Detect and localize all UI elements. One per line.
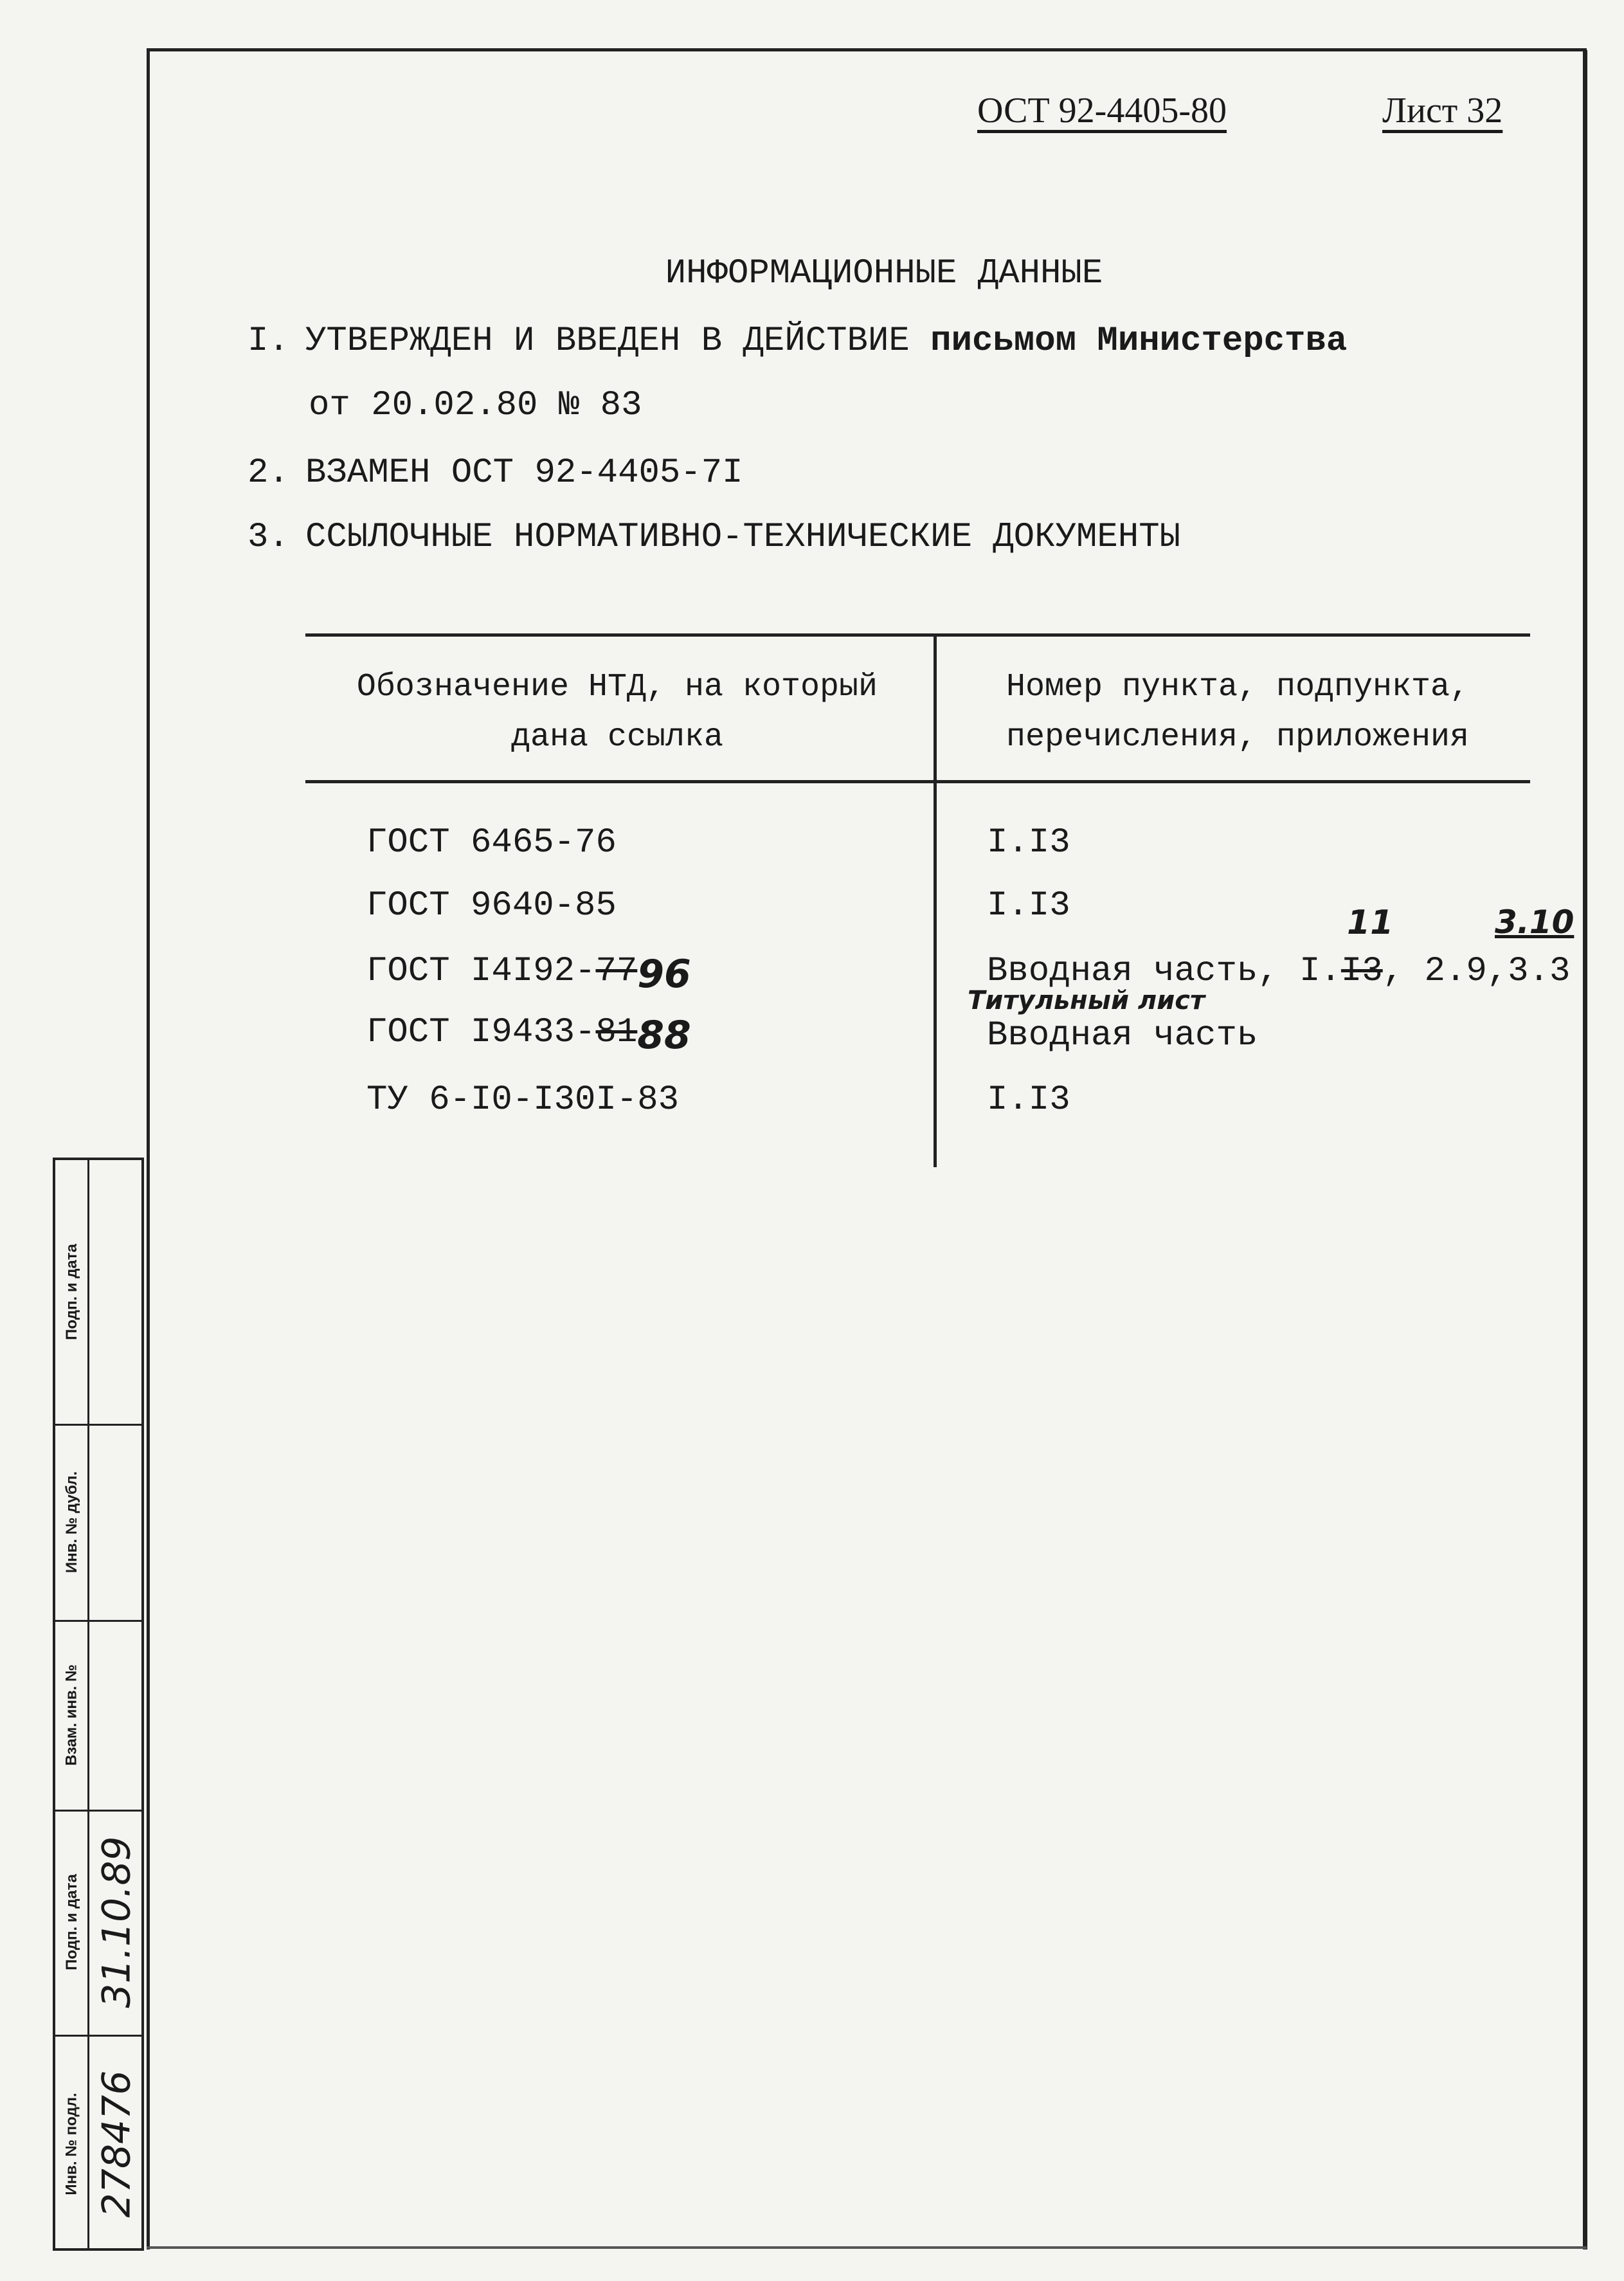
- row-3-ref-base: Вводная часть, I.: [987, 952, 1341, 991]
- frame-left-border: [147, 50, 150, 2249]
- row-4-ntd-base: ГОСТ I9433-: [366, 1013, 596, 1052]
- item-3-text: ССЫЛОЧНЫЕ НОРМАТИВНО-ТЕХНИЧЕСКИЕ ДОКУМЕНТЫ: [305, 518, 1181, 557]
- table-row-5-ref: I.I3: [987, 1080, 1070, 1120]
- table-row-2-ref: I.I3: [987, 886, 1070, 925]
- margin-stamp: [53, 1158, 144, 2251]
- table-header-rule: [305, 780, 1530, 783]
- table-row-5-ntd: ТУ 6-I0-I30I-83: [366, 1080, 680, 1120]
- item-1-line2: от 20.02.80 № 83: [309, 386, 642, 425]
- item-2-text: ВЗАМЕН ОСТ 92-4405-7I: [305, 453, 743, 493]
- row-3-ref-tail: , 2.9,3.3: [1382, 952, 1571, 991]
- item-1-number: I.: [248, 322, 289, 361]
- table-row-3-ntd: [366, 952, 691, 997]
- item-1-caps: УТВЕРЖДЕН И ВВЕДЕН В ДЕЙСТВИЕ: [305, 322, 910, 361]
- item-2: [248, 453, 743, 493]
- table-row-2-ntd: ГОСТ 9640-85: [366, 886, 617, 925]
- row-3-ref-struck: I3: [1340, 952, 1383, 991]
- table-column-divider: [934, 633, 937, 1167]
- stamp-label-sign-date: Подп. и дата: [63, 1244, 81, 1340]
- stamp-label-repl-inv: Взам. инв. №: [63, 1664, 81, 1766]
- row-4-ntd-handwritten: 88: [637, 1013, 691, 1058]
- frame-bottom-border: [147, 2246, 1587, 2249]
- table-row-4-ref: Вводная часть: [987, 1016, 1258, 1055]
- frame-top-border: [147, 48, 1587, 51]
- stamp-label-dup-inv: Инв. № дубл.: [63, 1471, 80, 1573]
- table-row-3-ref: [987, 952, 1570, 991]
- item-3: [248, 518, 1180, 557]
- table-header-ref: Номер пункта, подпункта, перечисления, приложения: [1006, 669, 1470, 756]
- item-1: [248, 322, 1347, 361]
- row-3-ntd-base: ГОСТ I4I92-: [366, 952, 596, 991]
- table-row-4-ntd: [366, 1013, 691, 1058]
- document-code: ОСТ 92-4405-80: [977, 91, 1227, 131]
- item-3-number: 3.: [248, 518, 289, 557]
- stamp-value-orig-inv: 278476: [95, 2070, 140, 2218]
- row-3-ntd-handwritten: 96: [637, 952, 691, 997]
- table-row-1-ntd: ГОСТ 6465-76: [366, 823, 617, 862]
- stamp-label-orig-inv: Инв. № подл.: [63, 2093, 80, 2195]
- stamp-value-sign-date: 31.10.89: [95, 1836, 140, 2008]
- row-3-ref-handwritten-2: 3.10: [1495, 904, 1574, 941]
- item-1-rest: письмом Министерства: [930, 322, 1348, 361]
- table-header-ntd: Обозначение НТД, на который дана ссылка: [356, 669, 878, 756]
- table-row-1-ref: I.I3: [987, 823, 1070, 862]
- row-4-ntd-struck: 81: [595, 1013, 638, 1052]
- stamp-divider: [87, 1160, 89, 2248]
- page-title-text: ИНФОРМАЦИОННЫЕ ДАННЫЕ: [665, 254, 1103, 293]
- row-4-ref-handwritten: Титульный лист: [968, 986, 1205, 1015]
- row-3-ref-handwritten-1: 11: [1347, 904, 1394, 942]
- page-title: [0, 254, 1588, 293]
- table-top-rule: [305, 633, 1530, 637]
- frame-right-border: [1583, 50, 1587, 2249]
- item-2-number: 2.: [248, 453, 289, 493]
- stamp-label-sign-date-2: Подп. и дата: [63, 1874, 81, 1970]
- row-3-ntd-struck: 77: [595, 952, 638, 991]
- sheet-number: Лист 32: [1382, 91, 1503, 131]
